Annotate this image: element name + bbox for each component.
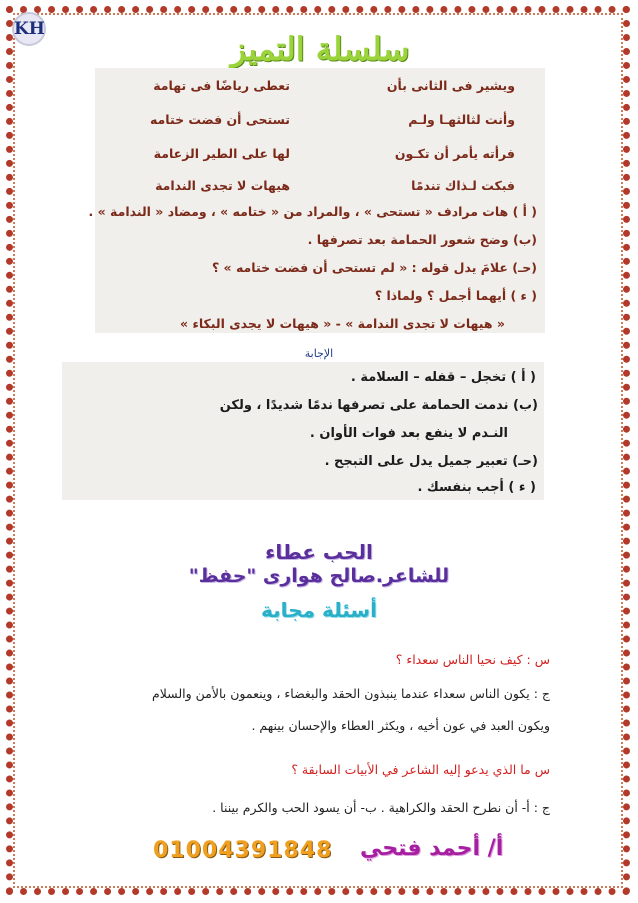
answer-b: (ب) ندمت الحمامة على تصرفها ندمًا شديدًا ، ولكن: [219, 398, 538, 413]
question-a: ( أ ) هات مرادف « تستحى » ، والمراد من « ختامه » ، ومضاد « الندامة » .: [88, 204, 537, 219]
answer-1-line-2: ويكون العبد في عون أخيه ، ويكثر العطاء والإحسان بينهم .: [251, 718, 550, 733]
answer-2: ج : أ- أن نطرح الحقد والكراهية . ب- أن يسود الحب والكرم بيننا .: [212, 800, 550, 815]
answer-d: ( ء ) أجب بنفسك .: [417, 480, 536, 495]
answer-heading: الإجابة: [304, 347, 334, 360]
teacher-name: أ/ أحمد فتحي: [360, 836, 504, 861]
verse-3-right: فرأته يأمر أن تكـون: [394, 146, 515, 161]
verse-3-left: لها على الطير الزعامة: [153, 146, 290, 161]
answer-b-cont: النـدم لا ينفع بعد فوات الأوان .: [309, 426, 508, 441]
question-b: (ب) وضح شعور الحمامة بعد تصرفها .: [307, 232, 537, 247]
question-d: ( ء ) أيهما أجمل ؟ ولماذا ؟: [374, 288, 537, 303]
poem-questions-panel: [88, 68, 545, 333]
answer-c: (حـ) تعبير جميل يدل على التبجح .: [324, 454, 538, 469]
logo: [12, 12, 46, 46]
verse-4-left: هيهات لا تجدى الندامة: [155, 178, 290, 193]
question-1: س : كيف نحيا الناس سعداء ؟: [395, 652, 550, 667]
answer-1-line-1: ج : يكون الناس سعداء عندما ينبذون الحقد والبغضاء ، وينعمون بالأمن والسلام: [151, 686, 550, 701]
verse-1-left: تعطى رياضًا فى تهامة: [153, 78, 290, 93]
verse-2-right: وأنت لثالثهـا ولـم: [408, 112, 515, 127]
qa-heading: أسئلة مجابة: [261, 598, 377, 622]
logo-text: KH: [14, 19, 45, 39]
series-title: سلسلة التميز: [230, 30, 410, 68]
verse-2-left: تستحى أن فضت ختامه: [149, 112, 290, 127]
answers-panel: [62, 362, 544, 500]
verse-1-right: ويشير فى الثانى بأن: [386, 78, 515, 93]
question-d-quote: « هيهات لا تجدى الندامة » - « هيهات لا يجدى البكاء »: [180, 316, 505, 331]
phone-number: 01004391848: [153, 838, 333, 863]
question-2: س ما الذي يدعو إليه الشاعر في الأبيات السابقة ؟: [291, 762, 550, 777]
poet-name: للشاعر.صالح هوارى "حفظ": [188, 565, 450, 587]
poem-title: الحب عطاء: [265, 540, 373, 564]
verse-4-right: فبكت لـذاك تندمًا: [411, 178, 515, 193]
question-c: (حـ) علامَ يدل قوله : « لم تستحى أن فضت ختامه » ؟: [211, 260, 537, 275]
answer-a: ( أ ) تخجل – قفله – السلامة .: [350, 370, 536, 385]
